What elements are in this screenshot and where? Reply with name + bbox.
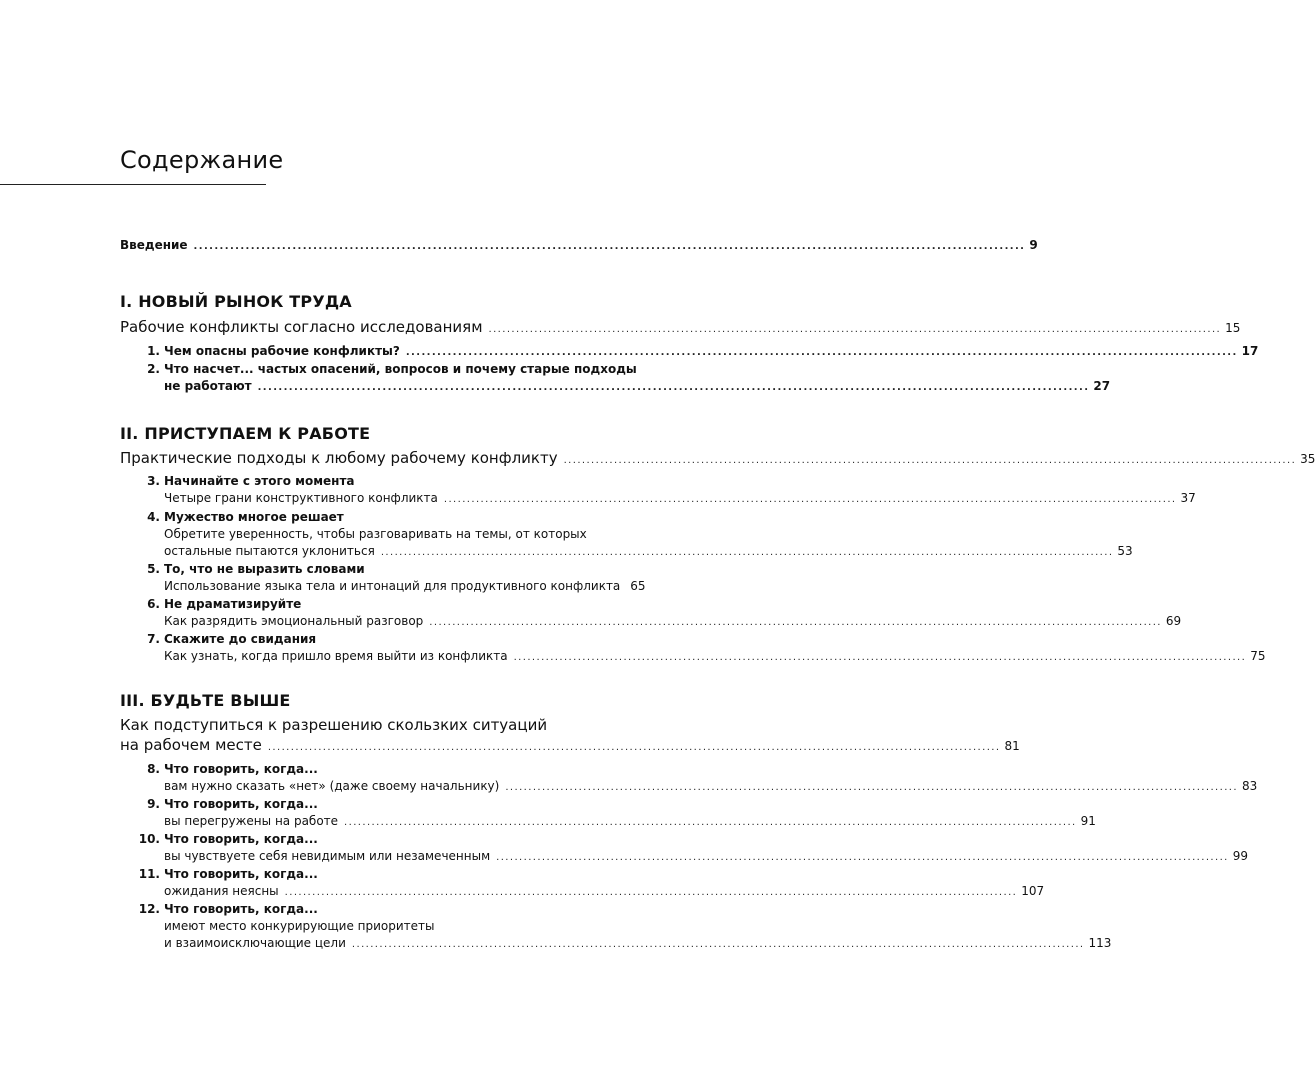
dot-leader: ................................................................................................................................................................ <box>429 617 1162 628</box>
toc-chapter[interactable] <box>164 344 1259 358</box>
chapter-title: Что говорить, когда... <box>164 902 318 916</box>
toc-page: 113 <box>1088 936 1112 950</box>
toc-label: Введение <box>120 238 188 252</box>
dot-leader: ................................................................................................................................................................ <box>380 547 1114 558</box>
toc-page: 69 <box>1165 614 1182 628</box>
chapter-title: То, что не выразить словами <box>164 562 365 576</box>
title-rule <box>0 184 266 185</box>
chapter-title: Начинайте с этого момента <box>164 474 355 488</box>
toc-page: 35 <box>1300 452 1315 466</box>
toc-page: 65 <box>630 579 646 593</box>
part-heading: II. ПРИСТУПАЕМ К РАБОТЕ <box>120 424 371 443</box>
toc-page: 27 <box>1093 379 1111 393</box>
toc-label: Четыре грани конструктивного конфликта <box>164 491 438 505</box>
toc-chapter[interactable] <box>164 936 1112 950</box>
part-heading: I. НОВЫЙ РЫНОК ТРУДА <box>120 292 352 311</box>
toc-page: 17 <box>1241 344 1259 358</box>
chapter-title: Что говорить, когда... <box>164 832 318 846</box>
chapter-title: Что говорить, когда... <box>164 867 318 881</box>
chapter-number: 8. <box>147 762 160 776</box>
toc-label: и взаимоисключающие цели <box>164 936 346 950</box>
toc-label: на рабочем месте <box>120 736 262 754</box>
chapter-number: 7. <box>147 632 160 646</box>
toc-chapter[interactable] <box>164 544 1133 558</box>
dot-leader: ................................................................................................................................................................ <box>443 494 1177 505</box>
toc-page: 37 <box>1180 491 1196 505</box>
toc-label: Использование языка тела и интонаций для продуктивного конфликта <box>164 579 621 593</box>
toc-label: Как узнать, когда пришло время выйти из конфликта <box>164 649 508 663</box>
dot-leader: ................................................................................................................................................................ <box>193 241 1026 252</box>
chapter-title: Мужество многое решает <box>164 510 344 524</box>
chapter-number: 11. <box>138 867 160 881</box>
chapter-number: 10. <box>138 832 160 846</box>
chapter-number: 4. <box>147 510 160 524</box>
chapter-title: Что говорить, когда... <box>164 797 318 811</box>
toc-chapter[interactable] <box>164 779 1258 793</box>
toc-page: 75 <box>1250 649 1266 663</box>
toc-entry-intro[interactable] <box>120 238 1038 252</box>
chapter-number: 6. <box>147 597 160 611</box>
toc-page: 91 <box>1080 814 1096 828</box>
toc-chapter[interactable] <box>164 849 1249 863</box>
toc-page: 81 <box>1004 739 1020 753</box>
toc-chapter[interactable] <box>164 614 1182 628</box>
dot-leader: ................................................................................................................................................................ <box>488 324 1222 335</box>
toc-page: 107 <box>1021 884 1045 898</box>
toc-label: имеют место конкурирующие приоритеты <box>164 919 435 933</box>
toc-section[interactable] <box>120 736 1020 754</box>
chapter-number: 12. <box>138 902 160 916</box>
toc-section[interactable] <box>120 318 1241 336</box>
dot-leader: ................................................................................................................................................................ <box>496 852 1229 863</box>
part-heading: III. БУДЬТЕ ВЫШЕ <box>120 691 291 710</box>
toc-page: 15 <box>1225 321 1241 335</box>
dot-leader: ................................................................................................................................................................ <box>267 742 1001 753</box>
chapter-number: 9. <box>147 797 160 811</box>
toc-label: остальные пытаются уклониться <box>164 544 375 558</box>
toc-chapter[interactable] <box>164 491 1196 505</box>
page-title: Содержание <box>120 146 284 174</box>
toc-label: Как разрядить эмоциональный разговор <box>164 614 424 628</box>
toc-label: вам нужно сказать «нет» (даже своему начальнику) <box>164 779 500 793</box>
dot-leader: ................................................................................................................................................................ <box>257 382 1090 393</box>
dot-leader: ................................................................................................................................................................ <box>284 887 1018 898</box>
toc-label: ожидания неясны <box>164 884 279 898</box>
chapter-number: 1. <box>147 344 160 358</box>
toc-label: вы чувствуете себя невидимым или незамеченным <box>164 849 491 863</box>
toc-label: Как подступиться к разрешению скользких ситуаций <box>120 716 548 734</box>
toc-chapter[interactable] <box>164 649 1266 663</box>
chapter-number: 3. <box>147 474 160 488</box>
toc-chapter[interactable] <box>164 579 646 593</box>
toc-page: 99 <box>1232 849 1249 863</box>
toc-label: не работают <box>164 379 252 393</box>
toc-label: Практические подходы к любому рабочему конфликту <box>120 449 558 467</box>
toc-label: Рабочие конфликты согласно исследованиям <box>120 318 483 336</box>
toc-label: вы перегружены на работе <box>164 814 339 828</box>
dot-leader: ................................................................................................................................................................ <box>505 782 1238 793</box>
toc-chapter[interactable] <box>164 884 1045 898</box>
toc-page: 53 <box>1117 544 1133 558</box>
toc-label: Чем опасны рабочие конфликты? <box>164 344 400 358</box>
dot-leader: ................................................................................................................................................................ <box>405 347 1238 358</box>
chapter-title: Что говорить, когда... <box>164 762 318 776</box>
chapter-title: Скажите до свидания <box>164 632 317 646</box>
toc-chapter[interactable] <box>164 379 1111 393</box>
chapter-number: 5. <box>147 562 160 576</box>
toc-page: 83 <box>1241 779 1258 793</box>
dot-leader: ................................................................................................................................................................ <box>563 455 1297 466</box>
toc-label: Что насчет... частых опасений, вопросов и почему старые подходы <box>164 362 637 376</box>
dot-leader: ................................................................................................................................................................ <box>513 652 1247 663</box>
toc-page: 9 <box>1029 238 1038 252</box>
toc-chapter[interactable] <box>164 814 1096 828</box>
toc-section[interactable] <box>120 449 1315 467</box>
toc-label: Обретите уверенность, чтобы разговаривать на темы, от которых <box>164 527 587 541</box>
dot-leader: ................................................................................................................................................................ <box>344 817 1077 828</box>
chapter-title: Не драматизируйте <box>164 597 302 611</box>
chapter-number: 2. <box>147 362 160 376</box>
dot-leader: ................................................................................................................................................................ <box>351 939 1085 950</box>
